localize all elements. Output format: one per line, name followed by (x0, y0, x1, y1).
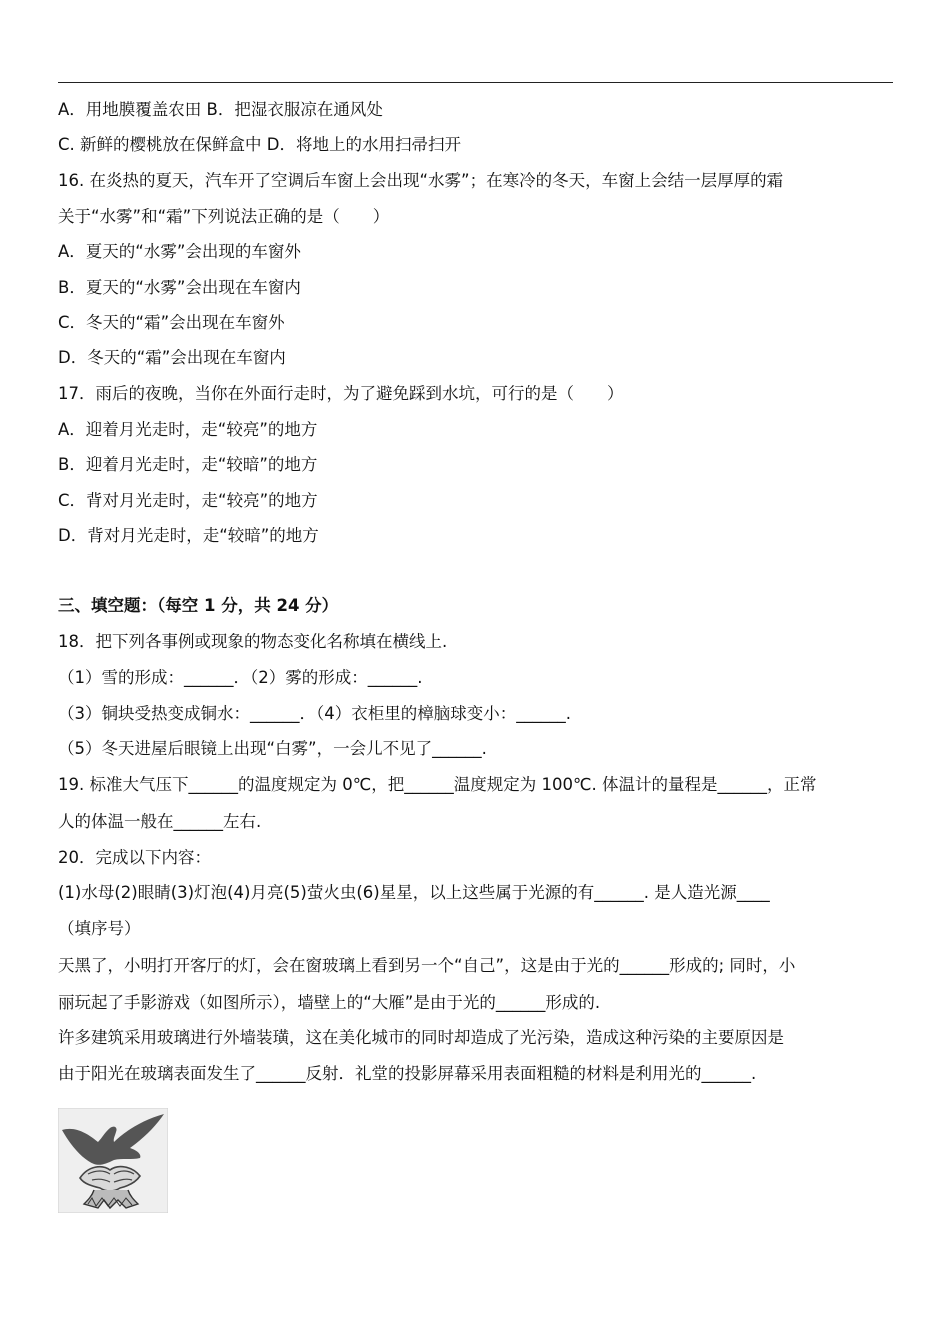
q16-option-c: C．冬天的“霜”会出现在车窗外 (58, 313, 285, 332)
q15-options-ab: A．用地膜覆盖农田 B．把湿衣服凉在通风处 (58, 100, 383, 119)
q18-stem: 18．把下列各事例或现象的物态变化名称填在横线上. (58, 632, 448, 651)
q19-line2: 人的体温一般在______左右. (58, 812, 262, 831)
q20-part3-line1: 许多建筑采用玻璃进行外墙装璜，这在美化城市的同时却造成了光污染，造成这种污染的主要原因是 (58, 1028, 784, 1047)
q16-option-b: B．夏天的“水雾”会出现在车窗内 (58, 278, 301, 297)
q20-part3-line2: 由于阳光在玻璃表面发生了______反射．礼堂的投影屏幕采用表面粗糙的材料是利用光的______. (58, 1064, 757, 1083)
q17-option-b: B．迎着月光走时，走“较暗”的地方 (58, 455, 318, 474)
q18-item-5: （5）冬天进屋后眼镜上出现“白雾”，一会儿不见了______. (58, 739, 487, 758)
q16-stem-line2: 关于“水雾”和“霜”下列说法正确的是（ ） (58, 207, 390, 226)
q17-stem: 17．雨后的夜晚，当你在外面行走时，为了避免踩到水坑，可行的是（ ） (58, 384, 624, 403)
q18-items-1-2: （1）雪的形成：______．（2）雾的形成：______. (58, 668, 423, 687)
q17-option-c: C．背对月光走时，走“较亮”的地方 (58, 491, 318, 510)
q16-stem-line1: 16. 在炎热的夏天，汽车开了空调后车窗上会出现“水雾”；在寒冷的冬天，车窗上会结一层厚厚的霜 (58, 171, 784, 190)
q20-stem: 20．完成以下内容： (58, 848, 211, 867)
q19-line1: 19. 标准大气压下______的温度规定为 0℃，把______温度规定为 100℃. 体温计的量程是______，正常 (58, 775, 817, 794)
q20-part1-line1: (1)水母(2)眼睛(3)灯泡(4)月亮(5)萤火虫(6)星星，以上这些属于光源的有______. 是人造光源____ (58, 883, 770, 902)
q20-part1-line2: （填序号） (58, 919, 141, 938)
section-3-heading: 三、填空题：（每空 1 分，共 24 分） (58, 596, 339, 615)
q20-part2-line2: 丽玩起了手影游戏（如图所示），墙壁上的“大雁”是由于光的______形成的. (58, 993, 601, 1012)
q17-option-d: D．背对月光走时，走“较暗”的地方 (58, 526, 319, 545)
q20-part2-line1: 天黑了，小明打开客厅的灯，会在窗玻璃上看到另一个“自己”，这是由于光的______形成的; 同时，小 (58, 956, 796, 975)
top-rule (58, 82, 893, 83)
q16-option-d: D．冬天的“霜”会出现在车窗内 (58, 348, 286, 367)
q18-items-3-4: （3）铜块受热变成铜水：______．（4）衣柜里的樟脑球变小：______. (58, 704, 571, 723)
q16-option-a: A．夏天的“水雾”会出现的车窗外 (58, 242, 301, 261)
q17-option-a: A．迎着月光走时，走“较亮”的地方 (58, 420, 318, 439)
hand-shadow-goose-image (58, 1108, 168, 1213)
q15-options-cd: C. 新鲜的樱桃放在保鲜盒中 D．将地上的水用扫帚扫开 (58, 135, 461, 154)
